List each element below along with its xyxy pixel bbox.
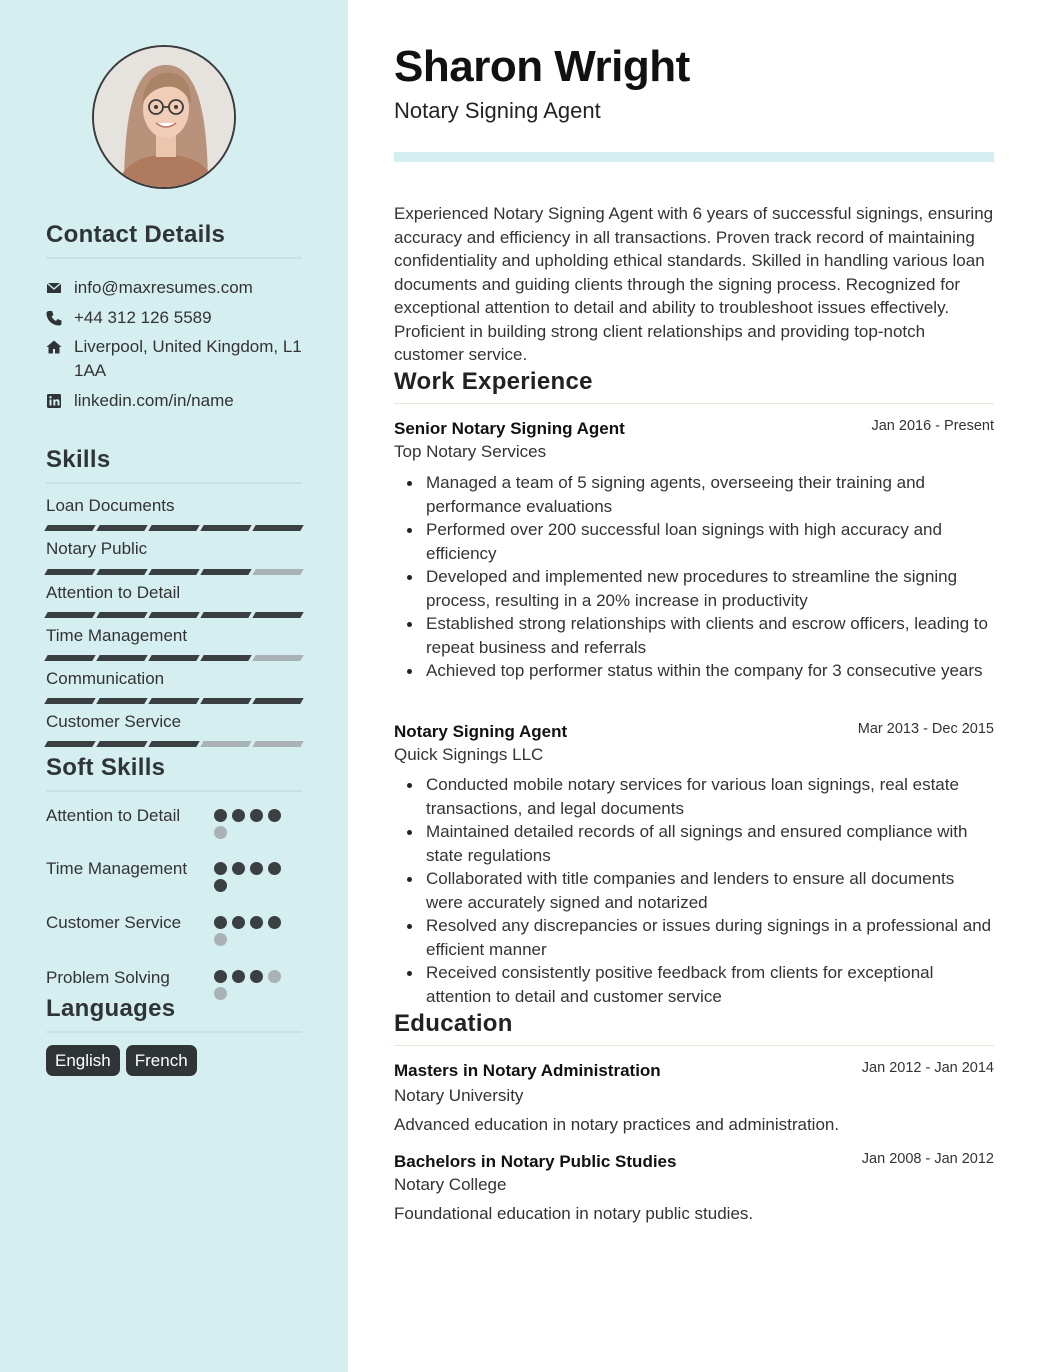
language-badge: French <box>126 1045 197 1076</box>
skill-level-segment <box>200 698 251 704</box>
candidate-role: Notary Signing Agent <box>394 98 601 123</box>
soft-skill-dots <box>214 916 294 946</box>
skill-level-segment <box>200 741 251 747</box>
contact-phone[interactable] <box>46 306 306 330</box>
degree-description: Foundational education in notary public studies. <box>394 1204 754 1223</box>
address-text: Liverpool, United Kingdom, L1 1AA <box>74 337 302 380</box>
soft-skill-dot <box>214 862 227 875</box>
soft-skill-dot <box>250 862 263 875</box>
job-bullet: Achieved top performer status within the company for 3 consecutive years <box>394 659 994 683</box>
skill-level-segment <box>252 569 303 575</box>
skill-level-segment <box>44 612 95 618</box>
skill-level-bar <box>46 698 302 704</box>
header-accent-bar <box>394 152 994 162</box>
soft-skill-name: Problem Solving <box>46 968 170 987</box>
skill-level-bar <box>46 655 302 661</box>
soft-skill-name: Customer Service <box>46 913 182 932</box>
school-name: Notary College <box>394 1175 507 1194</box>
soft-skill-dot <box>214 809 227 822</box>
job-bullets <box>394 773 994 1008</box>
skill-level-segment <box>200 525 251 531</box>
job-bullet: Developed and implemented new procedures to streamline the signing process, resulting in a 20% increase in productivity <box>394 565 994 612</box>
linkedin-text[interactable]: linkedin.com/in/name <box>74 391 234 410</box>
education-heading: Education <box>394 1010 513 1037</box>
job-bullet: Established strong relationships with clients and escrow officers, leading to repeat business and referrals <box>394 612 994 659</box>
skill-level-segment <box>96 612 147 618</box>
education-divider <box>394 1045 994 1046</box>
skill-level-segment <box>252 525 303 531</box>
envelope-icon <box>46 276 74 300</box>
degree-title: Masters in Notary Administration <box>394 1061 661 1080</box>
contact-email[interactable] <box>46 276 306 300</box>
job-bullet: Conducted mobile notary services for various loan signings, real estate transactions, and legal documents <box>394 773 994 820</box>
degree-title: Bachelors in Notary Public Studies <box>394 1152 677 1171</box>
job-bullet: Maintained detailed records of all signings and ensured compliance with state regulations <box>394 820 994 867</box>
soft-skill-dot <box>214 879 227 892</box>
skill-level-segment <box>148 655 199 661</box>
profile-summary: Experienced Notary Signing Agent with 6 years of successful signings, ensuring accuracy and efficiency in all transactions. Proven track record of maintaining confidentiality and upholding ethical standards. Skilled in handling various loan documents and guiding clients through the signing process. Recognized for exceptional attention to detail and ability to troubleshoot issues effectively. Proficient in building strong client relationships and providing top-notch customer service. <box>394 204 994 364</box>
work-divider <box>394 403 994 404</box>
job-bullet: Managed a team of 5 signing agents, overseeing their training and performance evaluations <box>394 471 994 518</box>
profile-photo <box>92 45 236 189</box>
job-company: Top Notary Services <box>394 442 547 461</box>
email-text[interactable]: info@maxresumes.com <box>74 278 253 297</box>
skills-heading: Skills <box>46 446 111 473</box>
skill-name: Communication <box>46 669 165 688</box>
phone-icon <box>46 306 74 330</box>
language-list <box>46 1045 197 1076</box>
skill-level-segment <box>148 698 199 704</box>
job-bullet: Received consistently positive feedback from clients for exceptional attention to detail and customer service <box>394 961 994 1008</box>
soft-skill-dots <box>214 809 294 839</box>
soft-skill-dot <box>250 916 263 929</box>
skill-name: Customer Service <box>46 712 182 731</box>
soft-skill-name: Time Management <box>46 859 188 878</box>
skill-level-segment <box>252 612 303 618</box>
skill-level-segment <box>148 525 199 531</box>
soft-skill-dots <box>214 862 294 892</box>
skill-level-segment <box>252 655 303 661</box>
degree-dates: Jan 2012 - Jan 2014 <box>861 1060 994 1076</box>
job-bullet: Resolved any discrepancies or issues during signings in a professional and efficient manner <box>394 914 994 961</box>
soft-skill-dot <box>214 916 227 929</box>
skill-name: Attention to Detail <box>46 583 181 602</box>
soft-skill-dot <box>268 862 281 875</box>
soft-skill-name: Attention to Detail <box>46 806 181 825</box>
soft-skill-dot <box>268 916 281 929</box>
skill-level-segment <box>44 525 95 531</box>
contact-heading: Contact Details <box>46 221 226 248</box>
skill-level-bar <box>46 612 302 618</box>
soft-skills-heading: Soft Skills <box>46 754 166 781</box>
soft-skill-dots <box>214 970 294 1000</box>
job-bullet: Performed over 200 successful loan signings with high accuracy and efficiency <box>394 518 994 565</box>
candidate-name: Sharon Wright <box>394 42 690 91</box>
job-bullet: Collaborated with title companies and lenders to ensure all documents were accurately signed and notarized <box>394 867 994 914</box>
skill-level-segment <box>148 741 199 747</box>
soft-skill-dot <box>268 809 281 822</box>
soft-skill-dot <box>250 809 263 822</box>
languages-divider <box>46 1031 302 1033</box>
skill-level-segment <box>96 698 147 704</box>
soft-skill-dot <box>232 809 245 822</box>
skill-name: Notary Public <box>46 539 148 558</box>
skill-level-segment <box>96 655 147 661</box>
soft-skill-dot <box>232 862 245 875</box>
skill-level-segment <box>96 741 147 747</box>
skill-name: Loan Documents <box>46 496 175 515</box>
soft-skill-dot <box>214 933 227 946</box>
phone-text[interactable]: +44 312 126 5589 <box>74 308 212 327</box>
skill-level-segment <box>200 612 251 618</box>
job-dates: Mar 2013 - Dec 2015 <box>857 721 994 737</box>
skill-name: Time Management <box>46 626 188 645</box>
job-company: Quick Signings LLC <box>394 745 544 764</box>
contact-linkedin[interactable] <box>46 389 306 413</box>
skill-level-segment <box>148 612 199 618</box>
soft-skills-divider <box>46 790 302 792</box>
skill-level-segment <box>96 525 147 531</box>
linkedin-icon <box>46 389 74 413</box>
soft-skill-dot <box>214 987 227 1000</box>
work-heading: Work Experience <box>394 368 593 395</box>
languages-heading: Languages <box>46 995 176 1022</box>
skill-level-segment <box>200 655 251 661</box>
skill-level-bar <box>46 741 302 747</box>
skill-level-segment <box>44 741 95 747</box>
skill-level-segment <box>44 569 95 575</box>
soft-skill-dot <box>214 826 227 839</box>
skills-divider <box>46 482 302 484</box>
skill-level-segment <box>148 569 199 575</box>
soft-skill-dot <box>268 970 281 983</box>
job-bullets <box>394 471 994 683</box>
soft-skill-dot <box>232 916 245 929</box>
language-badge: English <box>46 1045 120 1076</box>
school-name: Notary University <box>394 1086 524 1105</box>
job-dates: Jan 2016 - Present <box>871 418 994 434</box>
skill-level-segment <box>44 698 95 704</box>
job-title: Senior Notary Signing Agent <box>394 419 625 438</box>
skill-level-segment <box>200 569 251 575</box>
contact-address <box>46 335 306 383</box>
skill-level-bar <box>46 569 302 575</box>
soft-skill-dot <box>250 970 263 983</box>
soft-skill-dot <box>232 970 245 983</box>
skill-level-bar <box>46 525 302 531</box>
skill-level-segment <box>252 741 303 747</box>
soft-skill-dot <box>214 970 227 983</box>
job-title: Notary Signing Agent <box>394 722 568 741</box>
skill-level-segment <box>96 569 147 575</box>
skill-level-segment <box>252 698 303 704</box>
home-icon <box>46 335 74 359</box>
degree-description: Advanced education in notary practices and administration. <box>394 1115 840 1134</box>
skill-level-segment <box>44 655 95 661</box>
degree-dates: Jan 2008 - Jan 2012 <box>861 1151 994 1167</box>
contact-divider <box>46 257 302 259</box>
